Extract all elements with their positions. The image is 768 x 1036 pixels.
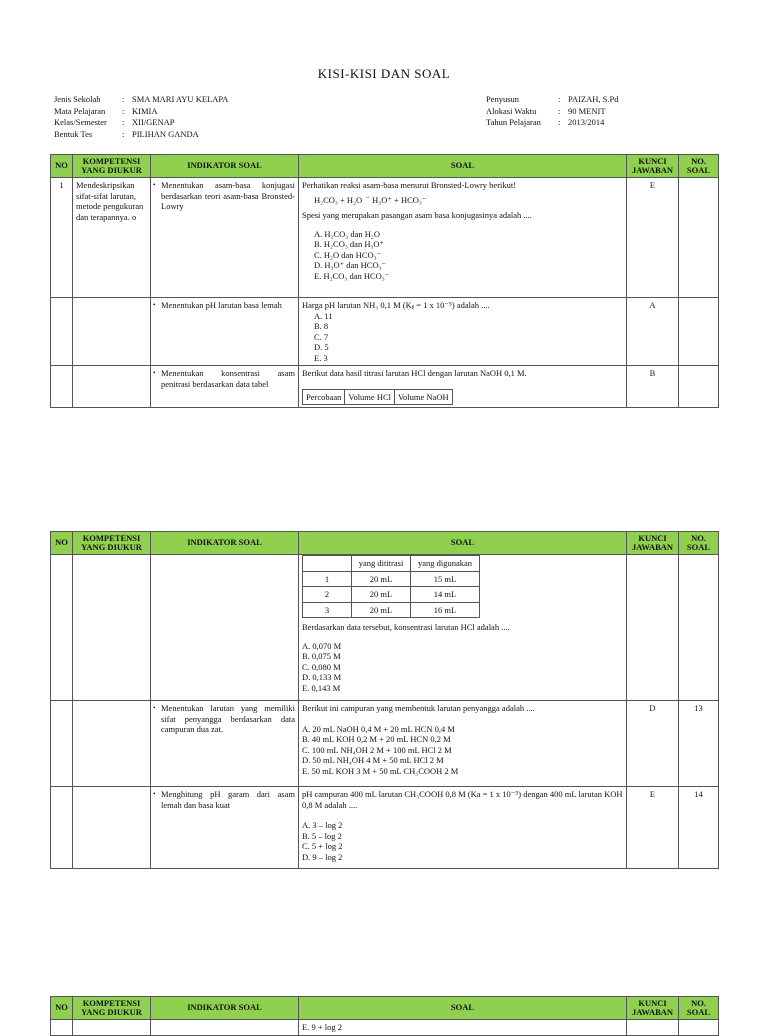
answer-option: E. 3: [314, 352, 328, 363]
titration-cell: 20 mL: [352, 602, 411, 618]
answer-option: A. H₂CO₃ dan H₂O: [314, 228, 381, 239]
cell-kompetensi: [73, 298, 151, 366]
answer-options: [302, 311, 623, 364]
header-indikator: INDIKATOR SOAL: [151, 997, 299, 1020]
indikator-text: • Menentukan konsentrasi asam penitrasi berdasarkan data tabel: [154, 368, 295, 389]
titration-cell: 20 mL: [352, 571, 411, 587]
header-kompetensi: [73, 155, 151, 178]
answer-option: D. H₃O⁺ dan HCO₃⁻: [314, 260, 387, 270]
header-no-soal: [679, 155, 719, 178]
header-kunci-line2: JAWABAN: [631, 1007, 674, 1017]
meta-colon: :: [122, 105, 125, 116]
cell-soal: [299, 1020, 627, 1036]
soal-question: Berikut ini campuran yang membentuk larutan penyangga adalah ....: [302, 703, 535, 713]
titration-subheader-cell: [303, 556, 352, 572]
titration-header-cell: Percobaan: [303, 389, 345, 405]
cell-kompetensi: [73, 555, 151, 701]
cell-indikator: [151, 1020, 299, 1036]
indikator-text: • Menentukan pH larutan basa lemah: [154, 300, 295, 311]
header-soal: SOAL: [299, 532, 627, 555]
answer-options: [302, 724, 623, 777]
header-no-soal-line2: SOAL: [686, 165, 711, 175]
header-kompetensi-line2: YANG DIUKUR: [81, 542, 142, 552]
titration-cell: 16 mL: [411, 602, 480, 618]
cell-kompetensi: [73, 701, 151, 787]
meta-row: [54, 94, 228, 106]
cell-soal: [299, 178, 627, 298]
table-row: [51, 366, 719, 408]
cell-no-soal: [679, 366, 719, 408]
meta-row: [54, 129, 228, 141]
cell-no: [51, 366, 73, 408]
cell-kompetensi: [73, 366, 151, 408]
meta-value: 90 MENIT: [568, 105, 606, 116]
titration-subheader-cell: yang digunakan: [411, 556, 480, 572]
meta-colon: :: [122, 128, 125, 139]
meta-colon: :: [122, 94, 125, 104]
titration-cell: 1: [303, 571, 352, 587]
cell-indikator: [151, 298, 299, 366]
titration-header-cell: Volume HCl: [345, 389, 395, 405]
table-row: [51, 1020, 719, 1036]
cell-no: [51, 298, 73, 366]
cell-no: [51, 1020, 73, 1036]
meta-label: Kelas/Semester: [54, 117, 107, 127]
answer-option: C. 7: [314, 331, 329, 342]
kisi-table-page-1: [50, 154, 719, 408]
cell-no-soal: 13: [679, 701, 719, 787]
meta-colon: :: [558, 94, 561, 104]
answer-option: A. 0,070 M: [302, 640, 342, 651]
header-kunci-line2: JAWABAN: [631, 165, 674, 175]
meta-label: Bentuk Tes: [54, 128, 93, 139]
table-row: [51, 555, 719, 701]
cell-no-soal: [679, 1020, 719, 1036]
answer-option: B. 8: [314, 321, 329, 331]
header-no-soal-line2: SOAL: [686, 1007, 711, 1017]
answer-option: D. 50 mL NH₄OH 4 M + 50 mL HCl 2 M: [302, 755, 444, 765]
meta-right: [486, 94, 618, 129]
meta-value: PAIZAH, S.Pd: [568, 94, 619, 104]
header-kunci: [627, 155, 679, 178]
header-kunci: [627, 532, 679, 555]
header-soal: SOAL: [299, 997, 627, 1020]
cell-kompetensi: [73, 787, 151, 869]
titration-table: [302, 555, 480, 618]
header-indikator: INDIKATOR SOAL: [151, 532, 299, 555]
indikator-text: • Menentukan asam-basa konjugasi berdasarkan teori asam-basa Bronsted-Lowry: [154, 180, 295, 212]
header-kompetensi-line2: YANG DIUKUR: [81, 1007, 142, 1017]
answer-option: E. 9 + log 2: [302, 1022, 342, 1032]
cell-kunci: [627, 555, 679, 701]
meta-label: Tahun Pelajaran: [486, 117, 541, 127]
answer-option: A. 20 mL NaOH 0,4 M + 20 mL HCN 0,4 M: [302, 723, 455, 734]
meta-left: [54, 94, 228, 140]
document-title: KISI-KISI DAN SOAL: [317, 66, 451, 81]
meta-value: 2013/2014: [568, 117, 605, 127]
table-header-row: [51, 997, 719, 1020]
meta-colon: :: [558, 105, 561, 116]
answer-option: A. 11: [314, 310, 333, 321]
cell-indikator: [151, 555, 299, 701]
header-no-soal-line2: SOAL: [686, 542, 711, 552]
soal-question: Spesi yang merupakan pasangan asam basa konjugasinya adalah ....: [302, 210, 532, 220]
meta-label: Jenis Sekolah: [54, 94, 101, 104]
cell-kunci: [627, 1020, 679, 1036]
meta-value: KIMIA: [132, 105, 158, 116]
answer-option: B. 5 – log 2: [302, 830, 342, 841]
cell-indikator: [151, 366, 299, 408]
meta-colon: :: [558, 117, 561, 127]
meta-label: Mata Pelajaran: [54, 105, 106, 116]
kompetensi-text: Mendeskripsikan sifat-sifat larutan, metode pengukuran dan terapannya.: [76, 180, 144, 222]
equation-right: H₃O⁺ + HCO₃⁻: [372, 194, 427, 205]
header-no-soal-line1: NO.: [691, 997, 706, 1008]
header-kompetensi-line2: YANG DIUKUR: [81, 165, 142, 175]
table-header-row: [51, 155, 719, 178]
meta-value: SMA MARI AYU KELAPA: [132, 94, 229, 104]
meta-label: Alokasi Waktu: [486, 105, 537, 116]
titration-cell: 2: [303, 587, 352, 603]
cell-no-soal: [679, 298, 719, 366]
equation-left: H₂CO₃ + H₂O: [314, 194, 363, 205]
cell-indikator: [151, 787, 299, 869]
cell-no-soal: [679, 555, 719, 701]
titration-cell: 3: [303, 602, 352, 618]
cell-indikator: [151, 701, 299, 787]
cell-no-soal: 14: [679, 787, 719, 869]
table-row: [51, 787, 719, 869]
header-kompetensi-line1: KOMPETENSI: [82, 155, 141, 166]
answer-options: [302, 641, 623, 694]
cell-no: [51, 701, 73, 787]
cell-kompetensi: [73, 178, 151, 298]
answer-option: D. 9 – log 2: [302, 851, 343, 862]
header-kunci: [627, 997, 679, 1020]
cell-soal: [299, 298, 627, 366]
titration-row: [303, 602, 480, 618]
kompetensi-marker: o: [131, 211, 137, 222]
titration-header-cell: Volume NaOH: [395, 389, 453, 405]
header-no-soal: [679, 997, 719, 1020]
header-soal: SOAL: [299, 155, 627, 178]
cell-no: [51, 555, 73, 701]
cell-indikator: [151, 178, 299, 298]
answer-options: [302, 229, 623, 282]
table-header-row: [51, 532, 719, 555]
answer-option: C. 100 mL NH₄OH 2 M + 100 mL HCl 2 M: [302, 744, 452, 755]
answer-option: E. H₂CO₃ dan HCO₃⁻: [314, 270, 390, 281]
cell-soal: [299, 787, 627, 869]
cell-no: 1: [51, 178, 73, 298]
answer-option: C. H₂O dan HCO₃⁻: [314, 249, 382, 260]
meta-label: Penyusun: [486, 94, 520, 104]
header-no-soal-line1: NO.: [691, 155, 706, 166]
header-kunci-line2: JAWABAN: [631, 542, 674, 552]
meta-colon: :: [122, 117, 125, 127]
header-no: NO: [51, 155, 73, 178]
soal-question: Berikut data hasil titrasi larutan HCl dengan larutan NaOH 0,1 M.: [302, 368, 527, 378]
header-no-soal-line1: NO.: [691, 532, 706, 543]
titration-cell: 15 mL: [411, 571, 480, 587]
meta-row: [54, 117, 228, 129]
cell-soal: [299, 701, 627, 787]
indikator-text: • Menentukan larutan yang memiliki sifat penyangga berdasarkan data campuran dua zat.: [154, 703, 295, 735]
header-kunci-line1: KUNCI: [638, 155, 667, 166]
cell-kunci: E: [627, 787, 679, 869]
header-no: NO: [51, 997, 73, 1020]
meta-row: [486, 106, 618, 118]
cell-kunci: B: [627, 366, 679, 408]
kisi-table-page-2: [50, 531, 719, 869]
titration-subheader-row: [303, 556, 480, 572]
table-row: [51, 701, 719, 787]
answer-option: A. 3 – log 2: [302, 820, 343, 830]
table-row: [51, 178, 719, 298]
table-row: [51, 298, 719, 366]
answer-option: B. 0,075 M: [302, 651, 341, 661]
answer-option: B. 40 mL KOH 0,2 M + 20 mL HCN 0,2 M: [302, 734, 451, 744]
soal-question: Perhatikan reaksi asam-basa menurut Bronsted-Lowry berikut!: [302, 180, 517, 190]
answer-option: D. 5: [314, 342, 329, 352]
titration-subheader-cell: yang dititrasi: [352, 556, 411, 572]
answer-option: B. H₂CO₃ dan H₃O⁺: [314, 239, 385, 249]
soal-question: pH campuran 400 mL larutan CH₃COOH 0,8 M (Ka = 1 x 10⁻⁵) dengan 400 mL larutan KOH 0,8 M adalah ....: [302, 789, 623, 810]
cell-no: [51, 787, 73, 869]
cell-kompetensi: [73, 1020, 151, 1036]
answer-option: E. 0,143 M: [302, 682, 341, 693]
indikator-text: • Menghitung pH garam dari asam lemah dan basa kuat: [154, 789, 295, 810]
cell-soal: [299, 555, 627, 701]
header-indikator: INDIKATOR SOAL: [151, 155, 299, 178]
meta-row: [486, 117, 618, 129]
kisi-table-page-3: [50, 996, 719, 1036]
answer-option: D. 0,133 M: [302, 672, 342, 682]
meta-row: [486, 94, 618, 106]
cell-kunci: A: [627, 298, 679, 366]
header-kunci-line1: KUNCI: [638, 532, 667, 543]
answer-options: [302, 820, 623, 862]
soal-question: Harga pH larutan NH₃ 0,1 M (Kᵦ = 1 x 10⁻⁵) adalah ....: [302, 300, 490, 310]
soal-question: Berdasarkan data tersebut, konsentrasi larutan HCl adalah ....: [302, 622, 510, 632]
answer-option: C. 5 + log 2: [302, 841, 343, 851]
cell-soal: [299, 366, 627, 408]
equation-arrow: →: [364, 193, 371, 200]
header-kompetensi-line1: KOMPETENSI: [82, 532, 141, 543]
titration-row: [303, 571, 480, 587]
cell-no-soal: [679, 178, 719, 298]
titration-table-header: [302, 389, 453, 406]
answer-option: E. 50 mL KOH 3 M + 50 mL CH₃COOH 2 M: [302, 765, 459, 776]
titration-cell: 20 mL: [352, 587, 411, 603]
header-kompetensi-line1: KOMPETENSI: [82, 997, 141, 1008]
header-no: NO: [51, 532, 73, 555]
titration-row: [303, 587, 480, 603]
header-kompetensi: [73, 997, 151, 1020]
answer-option: C. 0,080 M: [302, 661, 341, 672]
header-kunci-line1: KUNCI: [638, 997, 667, 1008]
cell-kunci: D: [627, 701, 679, 787]
meta-row: [54, 106, 228, 118]
meta-value: XII/GENAP: [132, 117, 175, 127]
reaction-equation: [302, 195, 623, 208]
meta-value: PILIHAN GANDA: [132, 128, 199, 139]
header-kompetensi: [73, 532, 151, 555]
cell-kunci: E: [627, 178, 679, 298]
header-no-soal: [679, 532, 719, 555]
titration-cell: 14 mL: [411, 587, 480, 603]
titration-header-row: [303, 389, 453, 405]
